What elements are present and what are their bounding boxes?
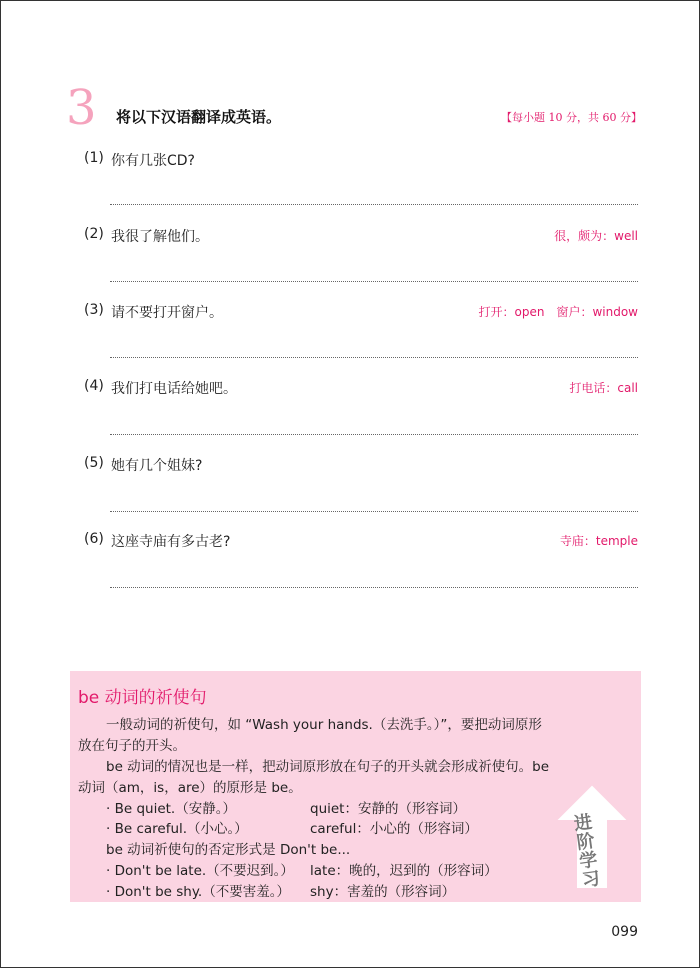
tip-paragraph-line: 放在句子的开头。 <box>78 738 186 754</box>
example-gloss: quiet：安静的（形容词） <box>310 801 466 817</box>
question-5 <box>84 455 640 475</box>
question-number: (6) <box>84 531 104 547</box>
question-number: (1) <box>84 150 104 166</box>
question-text: 请不要打开窗户。 <box>111 305 223 321</box>
question-4 <box>84 378 640 398</box>
question-number: (2) <box>84 226 104 242</box>
question-hint: 寺庙：temple <box>559 534 638 548</box>
badge-label: 进阶学习 <box>569 811 602 891</box>
question-number: (5) <box>84 455 104 471</box>
tip-paragraph-line: 一般动词的祈使句，如 “Wash your hands.（去洗手。）”，要把动词原形 <box>106 717 542 733</box>
answer-line[interactable] <box>110 357 638 358</box>
question-3 <box>84 302 640 322</box>
question-text: 我很了解他们。 <box>111 229 209 245</box>
answer-line[interactable] <box>110 204 638 205</box>
negative-form-note: be 动词祈使句的否定形式是 Don't be... <box>106 842 351 858</box>
question-text: 这座寺庙有多古老? <box>111 534 231 550</box>
answer-line[interactable] <box>110 434 638 435</box>
example-sentence: · Don't be late.（不要迟到。） <box>106 863 294 879</box>
question-hint: 打开：open 窗户：window <box>478 305 638 319</box>
example-sentence: · Be quiet.（安静。） <box>106 801 236 817</box>
question-number: (4) <box>84 378 104 394</box>
tip-box <box>70 671 641 902</box>
question-hint: 很，颇为：well <box>554 229 638 243</box>
example-sentence: · Be careful.（小心。） <box>106 821 248 837</box>
question-text: 我们打电话给她吧。 <box>111 381 237 397</box>
page-number: 099 <box>611 924 638 940</box>
tip-title: be 动词的祈使句 <box>78 688 207 708</box>
question-number: (3) <box>84 302 104 318</box>
answer-line[interactable] <box>110 587 638 588</box>
question-text: 你有几张CD? <box>111 153 195 169</box>
question-text: 她有几个姐妹? <box>111 458 203 474</box>
question-2 <box>84 226 640 246</box>
example-gloss: late：晚的，迟到的（形容词） <box>310 863 498 879</box>
tip-paragraph-line: be 动词的情况也是一样，把动词原形放在句子的开头就会形成祈使句。be <box>106 759 550 775</box>
section-number: 3 <box>66 80 97 136</box>
section-title: 将以下汉语翻译成英语。 <box>116 108 282 126</box>
answer-line[interactable] <box>110 281 638 282</box>
question-1 <box>84 150 640 170</box>
advanced-study-badge <box>554 785 630 889</box>
example-sentence: · Don't be shy.（不要害羞。） <box>106 884 290 900</box>
score-note: 【每小题 10 分，共 60 分】 <box>501 111 642 124</box>
question-6 <box>84 531 640 551</box>
question-hint: 打电话：call <box>569 381 638 395</box>
example-gloss: careful：小心的（形容词） <box>310 821 478 837</box>
tip-paragraph-line: 动词（am，is，are）的原形是 be。 <box>78 780 302 796</box>
answer-line[interactable] <box>110 511 638 512</box>
example-gloss: shy：害羞的（形容词） <box>310 884 456 900</box>
